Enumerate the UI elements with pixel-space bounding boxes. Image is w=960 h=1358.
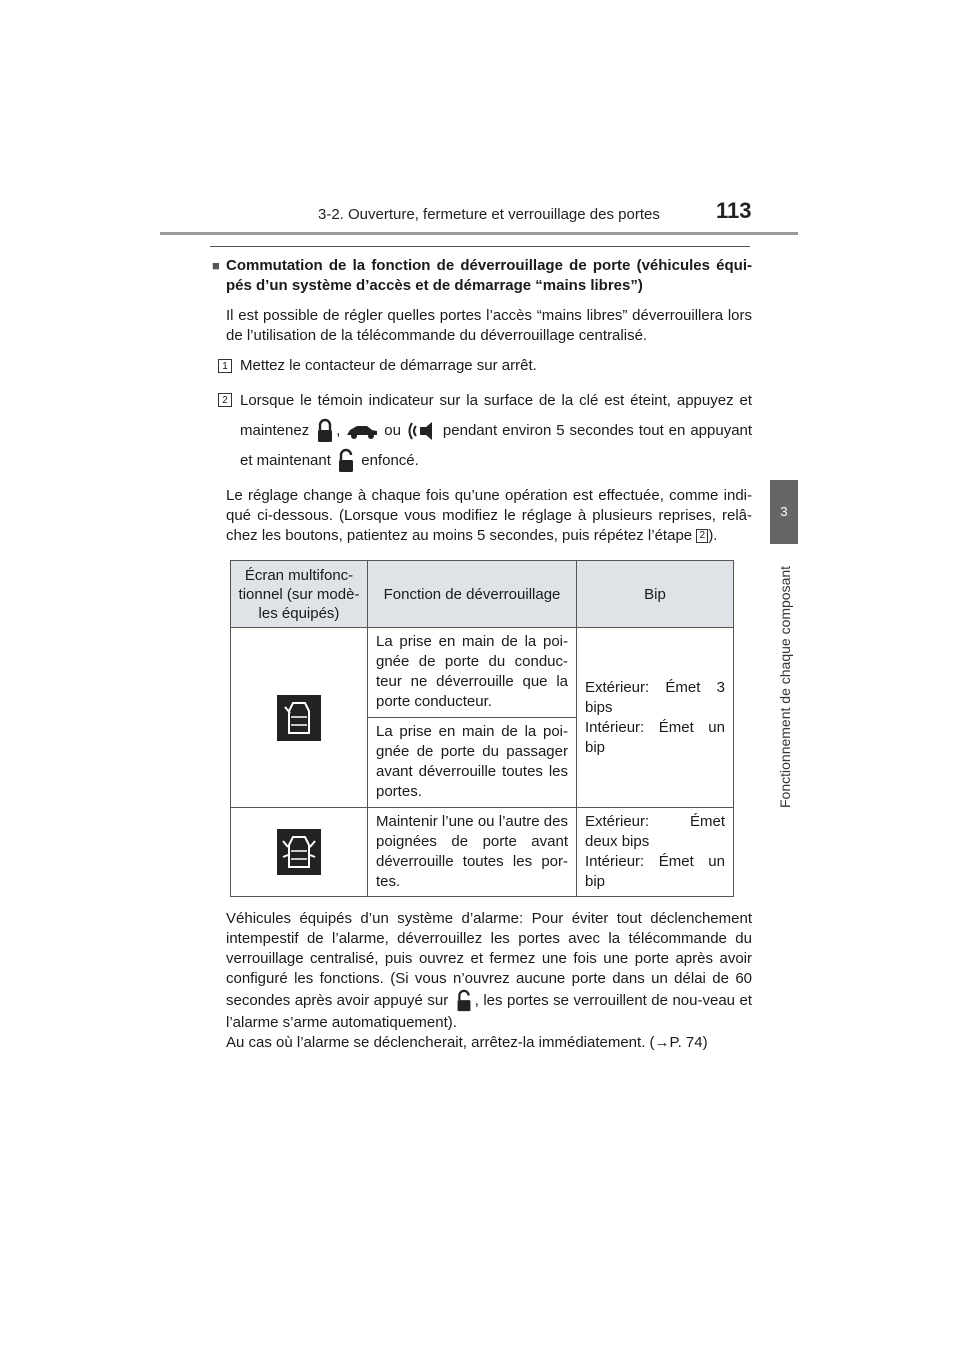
chapter-title: Fonctionnement de chaque composant bbox=[777, 565, 793, 808]
step-number: 2 bbox=[218, 393, 232, 407]
car-trunk-icon bbox=[345, 422, 379, 440]
section-title: 3-2. Ouverture, fermeture et verrouillage des portes bbox=[318, 206, 660, 223]
unlock-icon bbox=[335, 448, 357, 474]
section-top-rule bbox=[210, 246, 750, 247]
column-header: Fonction de déverrouillage bbox=[368, 561, 577, 628]
step-1: 1 Mettez le contacteur de démarrage sur arrêt. bbox=[218, 356, 752, 376]
chapter-tab: 3 bbox=[770, 480, 798, 544]
beep-cell: Extérieur: Émet deux bips Intérieur: Émet un bip bbox=[577, 808, 734, 897]
table-row bbox=[231, 808, 734, 897]
unlock-function-cell: Maintenir l’une ou l’autre des poignées de porte avant déverrouille toutes les por-tes. bbox=[368, 808, 577, 897]
intro-paragraph: Il est possible de régler quelles portes l’accès “mains libres” déverrouillera lors de l’utilisation de la télécommande du déverrouillage centralisé. bbox=[226, 307, 752, 344]
table-header-row bbox=[231, 561, 734, 628]
step-reference: 2 bbox=[696, 529, 708, 543]
change-note: Le réglage change à chaque fois qu’une opération est effectuée, comme indi-qué ci-dessous. (Lorsque vous modifiez le réglage à plusieurs reprises, relâ-chez les boutons, patientez au moins 5 secondes, puis répétez l’étape 2 ). bbox=[226, 487, 752, 544]
page-number: 113 bbox=[716, 198, 752, 223]
alarm-stop-link[interactable]: Au cas où l’alarme se déclencherait, arrêtez-la immédiatement. (→P. 74) bbox=[226, 1034, 708, 1051]
driver-door-icon bbox=[277, 695, 321, 741]
step-2: 2 Lorsque le témoin indicateur sur la surface de la clé est éteint, appuyez et maintenez , ou pendant environ 5 secondes tout en appuyant et maintenant enfoncé. bbox=[218, 386, 752, 476]
header-rule bbox=[160, 232, 798, 235]
all-doors-icon bbox=[277, 829, 321, 875]
panic-alarm-icon bbox=[406, 419, 438, 443]
beep-cell: Extérieur: Émet 3 bips Intérieur: Émet un bip bbox=[577, 628, 734, 808]
display-icon-cell bbox=[231, 808, 368, 897]
alarm-note: Véhicules équipés d’un système d’alarme: Pour éviter tout déclenchement intempestif de l’alarme, déverrouillez les portes avec la télécommande du verrouillage centralisé, puis ouvrez et fermez une fois une porte après avoir configuré les fonctions. (Si vous n’ouvrez aucune porte dans un délai de 60 secondes après avoir appuyé sur , les portes se verrouillent de nou-veau et l’alarme s’arme automatiquement). Au cas où l’alarme se déclencherait, arrêtez-la immédiatement. (→P. 74) bbox=[226, 910, 753, 1051]
column-header: Bip bbox=[577, 561, 734, 628]
unlock-function-cell: La prise en main de la poi-gnée de porte du conduc-teur ne déverrouille que la porte conducteur. bbox=[368, 628, 577, 718]
table-row bbox=[231, 628, 734, 718]
lock-icon bbox=[314, 418, 336, 444]
page-content bbox=[212, 256, 752, 1053]
step-number: 1 bbox=[218, 359, 232, 373]
column-header: Écran multifonc-tionnel (sur modè-les équipés) bbox=[231, 561, 368, 628]
display-icon-cell bbox=[231, 628, 368, 808]
heading-square-icon: ■ bbox=[212, 258, 220, 273]
unlock-settings-table bbox=[230, 560, 734, 897]
section-heading: ■ Commutation de la fonction de déverrouillage de porte (véhicules équi-pés d’un système d’accès et de démarrage “mains libres”) bbox=[212, 257, 752, 294]
unlock-function-cell: La prise en main de la poi-gnée de porte du passager avant déverrouille toutes les portes. bbox=[368, 718, 577, 808]
unlock-icon bbox=[453, 989, 475, 1013]
